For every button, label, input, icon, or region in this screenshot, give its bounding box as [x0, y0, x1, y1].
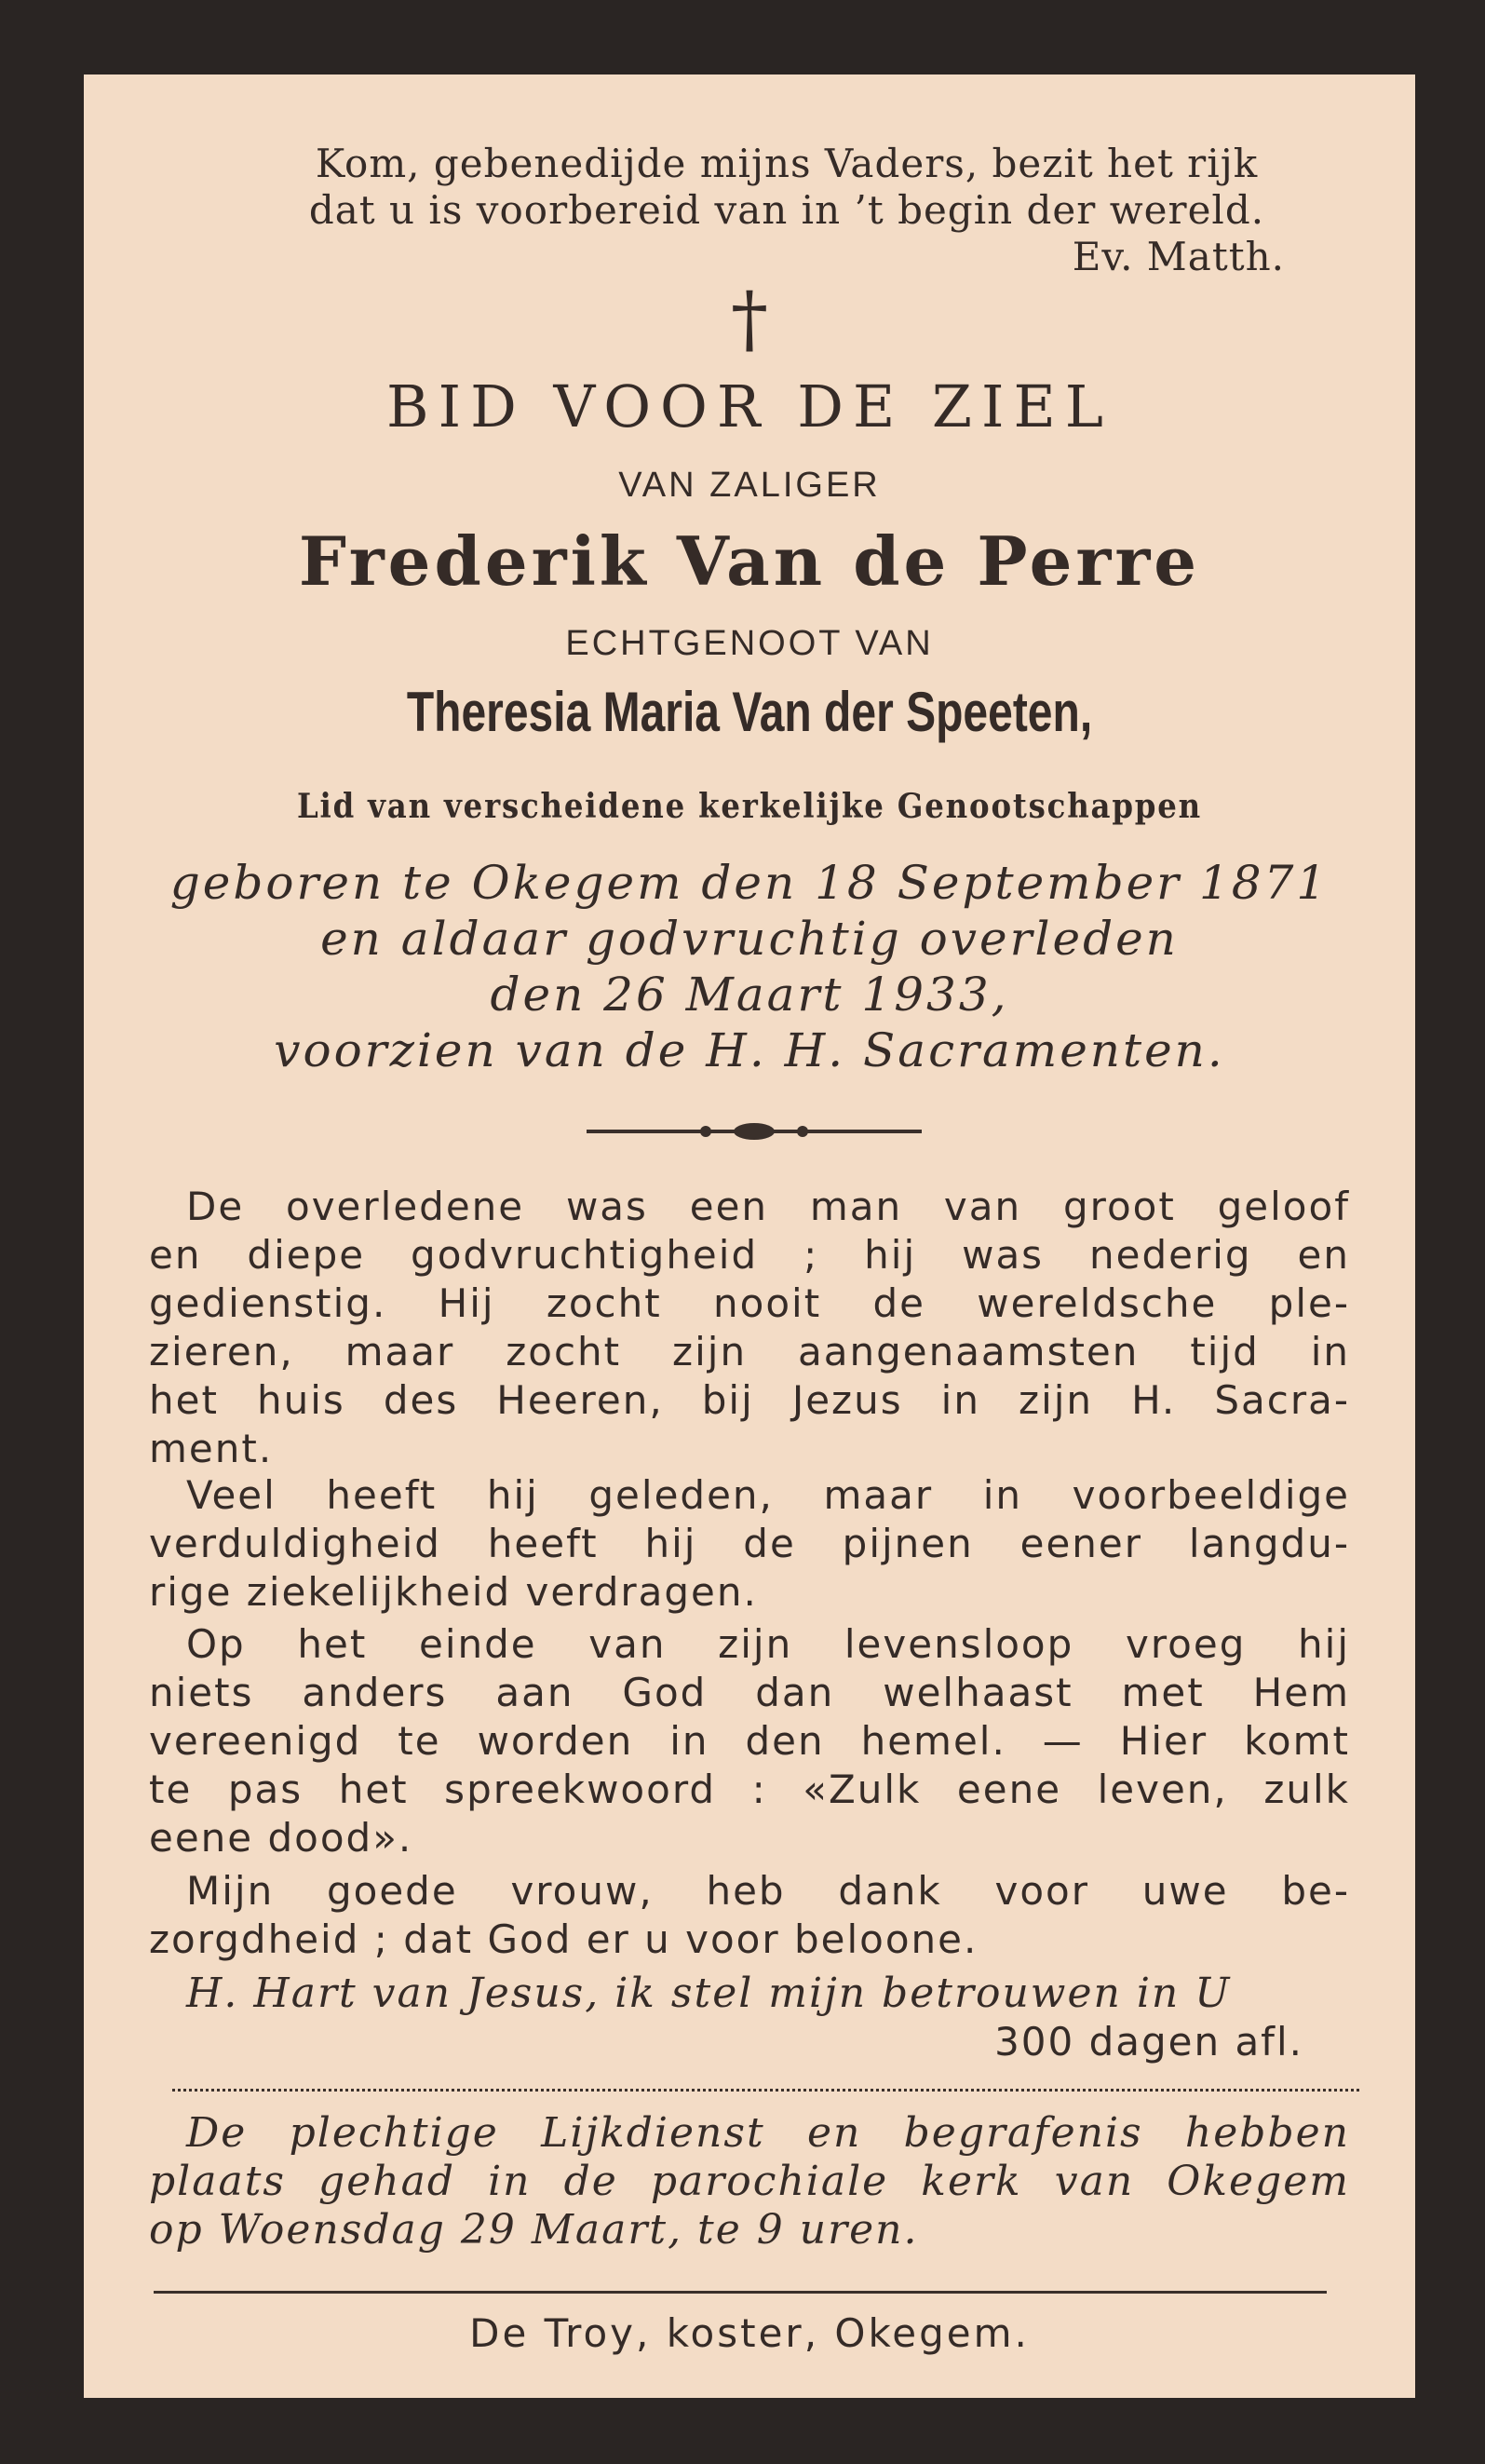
ornament-divider: [587, 1117, 922, 1145]
cross-icon: †: [731, 276, 768, 362]
paragraph-line: gedienstig. Hij zocht nooit de wereldsche ple-: [149, 1280, 1350, 1326]
indulgence-line: 300 dagen afl.: [994, 2019, 1303, 2065]
paragraph-line: zieren, maar zocht zijn aangenaamsten tijd in: [149, 1329, 1350, 1374]
paragraph-line: eene dood».: [149, 1815, 413, 1861]
paragraph-line: Op het einde van zijn levensloop vroeg hij: [186, 1621, 1350, 1667]
paragraph-line: te pas het spreekwoord : «Zulk eene leven, zulk: [149, 1767, 1350, 1812]
printer-credit: De Troy, koster, Okegem.: [469, 2310, 1030, 2356]
paragraph-line: ment.: [149, 1426, 274, 1471]
funeral-line: De plechtige Lijkdienst en begrafenis hebben: [186, 2109, 1350, 2157]
paragraph-3: [149, 1620, 1350, 1862]
paragraph-line: en diepe godvruchtigheid ; hij was nederig en: [149, 1232, 1350, 1278]
verse-line-2: dat u is voorbereid van in ’t begin der wereld.: [308, 187, 1265, 233]
paragraph-line: Veel heeft hij geleden, maar in voorbeeldige: [186, 1472, 1350, 1518]
paragraph-line: zorgdheid ; dat God er u voor beloone.: [149, 1916, 979, 1962]
paragraph-line: De overledene was een man van groot geloof: [186, 1184, 1350, 1229]
deceased-name: Frederik Van de Perre: [298, 521, 1201, 601]
membership-line: Lid van verscheidene kerkelijke Genootschappen: [296, 787, 1203, 826]
paragraph-line: niets anders aan God dan welhaast met Hem: [149, 1670, 1350, 1715]
paragraph-4: [149, 1867, 1350, 1964]
bid-voor-de-ziel-heading: BID VOOR DE ZIEL: [386, 372, 1113, 440]
paragraph-1: [149, 1183, 1350, 1473]
echtgenoot-label: ECHTGENOOT VAN: [565, 624, 934, 663]
spouse-name: Theresia Maria Van der Speeten,: [406, 681, 1093, 743]
bottom-divider: [154, 2291, 1327, 2294]
van-zaliger-label: VAN ZALIGER: [618, 466, 881, 505]
prayer-line: H. Hart van Jesus, ik stel mijn betrouwen in U: [186, 1970, 1232, 2017]
verse-source: Ev. Matth.: [1072, 234, 1285, 279]
dotted-divider: [172, 2089, 1359, 2092]
paragraph-2: [149, 1471, 1350, 1617]
funeral-line: op Woensdag 29 Maart, te 9 uren.: [149, 2206, 919, 2254]
funeral-line: plaats gehad in de parochiale kerk van Okegem: [149, 2158, 1350, 2205]
death-line: en aldaar godvruchtig overleden: [320, 912, 1179, 966]
sacraments-line: voorzien van de H. H. Sacramenten.: [274, 1023, 1225, 1077]
memorial-card-paper: [84, 74, 1415, 2398]
verse-line-1: Kom, gebenedijde mijns Vaders, bezit het rijk: [315, 141, 1259, 186]
death-date-line: den 26 Maart 1933,: [490, 968, 1009, 1022]
paragraph-line: het huis des Heeren, bij Jezus in zijn H. Sacra-: [149, 1377, 1350, 1423]
funeral-notice: [149, 2109, 1350, 2254]
paragraph-line: Mijn goede vrouw, heb dank voor uwe be-: [186, 1868, 1350, 1914]
paragraph-line: rige ziekelijkheid verdragen.: [149, 1569, 758, 1615]
paragraph-line: vereenigd te worden in den hemel. — Hier komt: [149, 1718, 1350, 1764]
paragraph-line: verduldigheid heeft hij de pijnen eener langdu-: [149, 1521, 1350, 1566]
birth-line: geboren te Okegem den 18 September 1871: [169, 856, 1330, 910]
